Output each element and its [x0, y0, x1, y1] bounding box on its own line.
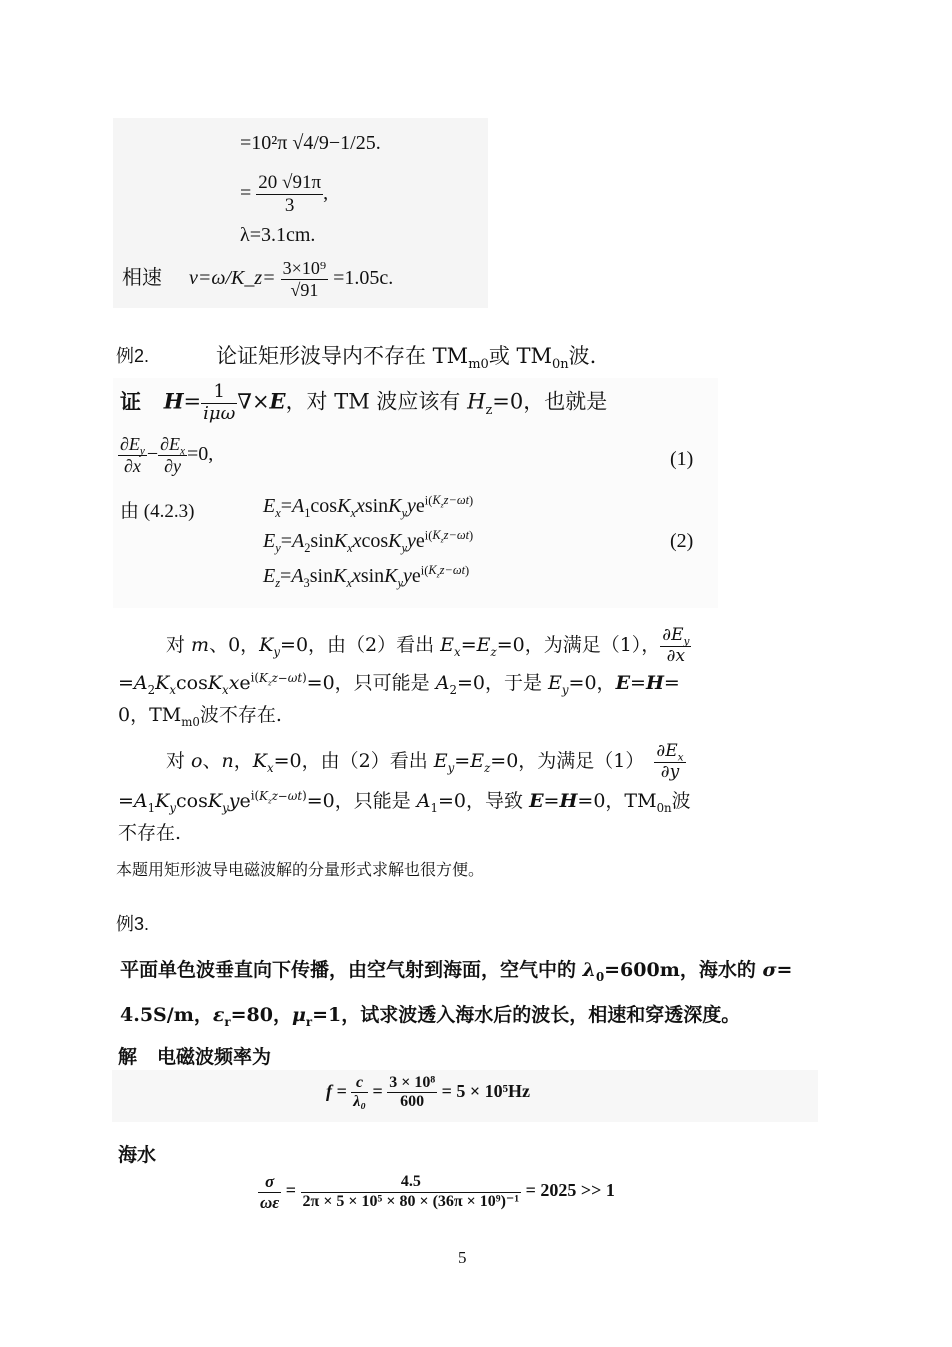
solution-label: 解: [118, 1046, 138, 1068]
proof-frac-num: 1: [201, 382, 237, 404]
example-3-problem-line-2: 4.5S/m，$\varepsilon_r=80$，$\mu_r=1$，试求波透入海水后的波长，相速和穿透深度。: [120, 1004, 741, 1029]
phase-velocity-line: [122, 258, 393, 300]
proof-h-eq: H: [163, 388, 184, 414]
paragraph-1-line-1: 对 m、0，$K_y=0$，由（2）看出 $E_x=E_z=0$，为满足（1）， $\frac{\partial E_y}{\partial x}$: [166, 625, 690, 666]
equation-1-tag: (1): [670, 448, 694, 470]
paragraph-2-line-3: 不存在.: [118, 822, 182, 844]
ratio-result: = 2025 >> 1: [525, 1180, 615, 1201]
phase-velocity-lhs: v=ω/K_z=: [189, 266, 276, 289]
fraction-numerator: 20 √91π: [258, 172, 322, 193]
phase-denominator: √91: [290, 279, 319, 300]
solution-line: [118, 1042, 271, 1069]
paragraph-2-line-2: $=A_1K_y\cos K_yye^{i(K_zz-\omega t)}=0$，只能是 $A_1=0$，导致 E=H=0，$TM_{0n}$波: [118, 788, 691, 815]
example-3-label: 例3.: [116, 914, 150, 934]
frequency-equation: [326, 1074, 530, 1112]
example-3-problem-line-1: 平面单色波垂直向下传播，由空气射到海面，空气中的 $\lambda_0=600m$，海水的 σ=: [120, 959, 793, 984]
from-reference: 由 (4.2.3): [120, 501, 195, 522]
ratio-equation: $\frac{\sigma}{\omega\varepsilon}$ = $\frac{4.5}{\text{2π × 5 × 10⁵ × 80 × (36π × 10⁹)⁻¹}}$ = 2025 >> 1: [260, 1172, 615, 1212]
equation-2c: $E_z=A_3\sin K_xxsinK_yye^{i(K_zz-\omega t)}$: [263, 563, 470, 590]
equation-1: $\frac{\partial E_y}{\partial x}$ − $\frac{\partial E_x}{\partial y}$ =0,: [120, 434, 214, 476]
ratio-numerator: 4.5: [301, 1173, 522, 1192]
frequency-result: = 5 × 10⁵Hz: [441, 1081, 531, 1102]
phase-velocity-label: 相速: [122, 266, 162, 289]
example-2-label: 例2.: [116, 346, 150, 366]
ratio-omega-epsilon: ωε: [260, 1192, 280, 1212]
ratio-sigma: σ: [258, 1172, 281, 1193]
proof-label: 证: [120, 388, 141, 414]
frequency-numerator: 3 × 10⁸: [387, 1074, 437, 1093]
frequency-lambda0: λ₀: [353, 1093, 366, 1111]
paragraph-2-line-1: 对 o、n，$K_x=0$，由（2）看出 $E_y=E_z=0$，为满足（1） $\frac{\partial E_x}{\partial y}$: [166, 741, 684, 782]
page-number: 5: [458, 1248, 467, 1267]
proof-frac-den: iμω: [203, 402, 236, 424]
frequency-equals: =: [372, 1081, 383, 1102]
proof-line-1: 证 H= $\frac{1}{\text{iμω}}$ ∇×E，对 TM 波应该有 $H_z=0$，也就是: [120, 381, 608, 424]
equation-line-1: =10²π √4/9−1/25.: [240, 132, 381, 154]
seawater-label: 海水: [118, 1144, 157, 1166]
phase-numerator: 3×10⁹: [282, 258, 327, 278]
equation-line-2: = $\frac{20 √91\pi}{3}$ ,: [240, 172, 329, 216]
example-2-statement: 论证矩形波导内不存在 $TM_{m0}$或 $TM_{0n}$波.: [216, 344, 597, 373]
solution-text: 电磁波频率为: [157, 1046, 272, 1068]
wavelength-result: λ=3.1cm.: [240, 224, 316, 246]
equation-2b: $E_y=A_2\sin K_xxcosK_yye^{i(K_zz-\omega t)}$: [263, 528, 474, 555]
frequency-lhs: f =: [326, 1081, 347, 1102]
frequency-c: c: [351, 1074, 368, 1093]
example-2-note: 本题用矩形波导电磁波解的分量形式求解也很方便。: [116, 862, 485, 879]
equation-2-tag: (2): [670, 530, 694, 552]
paragraph-1-line-3: 0，$TM_{m0}$波不存在.: [118, 704, 282, 729]
ratio-denominator: 2π × 5 × 10⁵ × 80 × (36π × 10⁹)⁻¹: [302, 1192, 520, 1210]
equation-2a: $E_x=A_1\cos K_xxsinK_yye^{i(K_zz-\omega t)}$: [263, 493, 474, 520]
frequency-denominator: 600: [400, 1093, 425, 1111]
paragraph-1-line-2: $=A_2K_x\cos K_xxe^{i(K_zz-\omega t)}=0$，只可能是 $A_2=0$，于是 $E_y=0$，E=H=: [118, 670, 680, 697]
phase-velocity-rhs: =1.05c.: [333, 266, 394, 289]
fraction-denominator: 3: [284, 194, 295, 216]
